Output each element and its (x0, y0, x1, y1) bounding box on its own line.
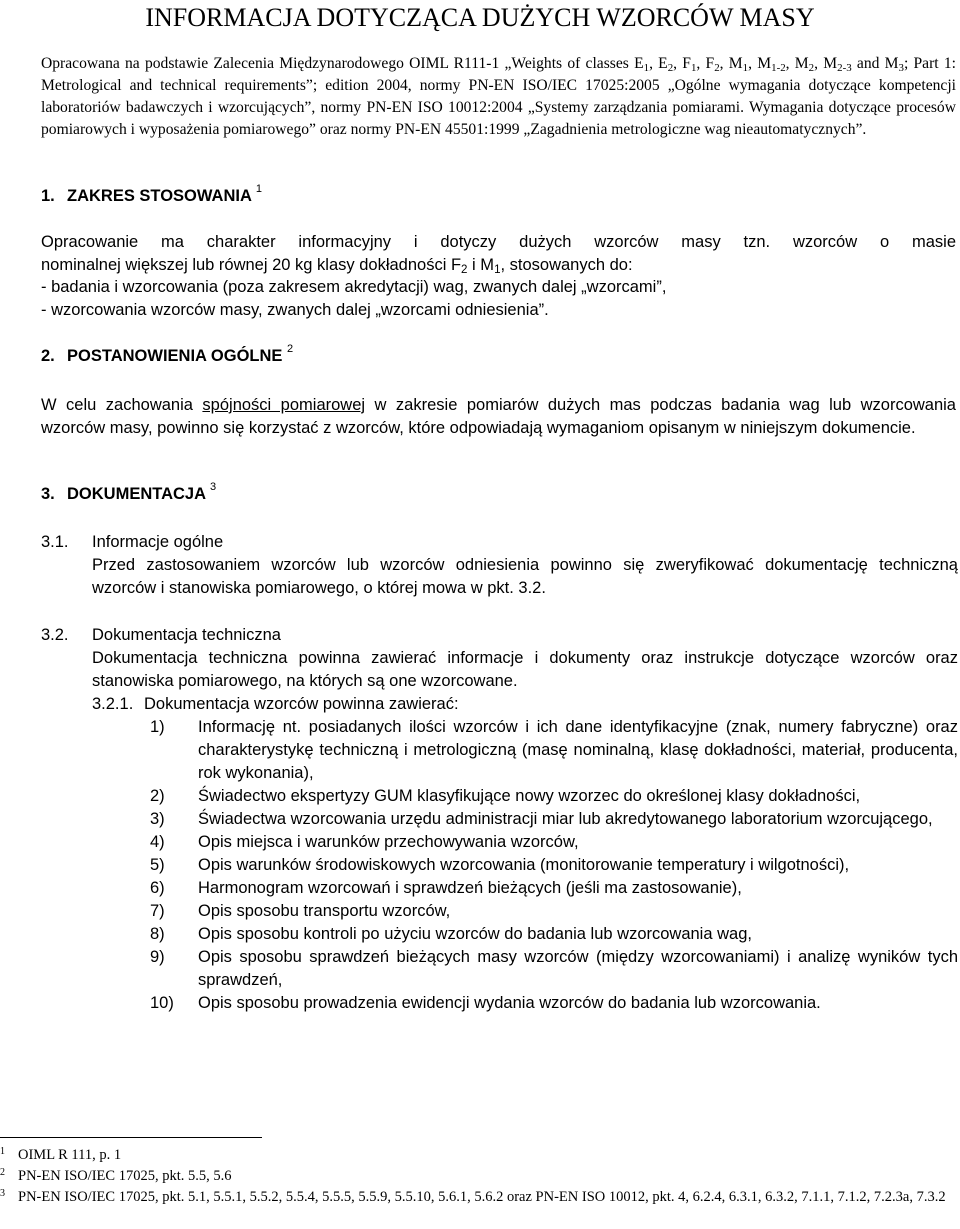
subscript: 1 (643, 62, 650, 74)
intro-text: , F (696, 55, 715, 72)
list-item (150, 854, 958, 877)
list-item-number: 6) (150, 879, 165, 897)
footnote-number: 2 (0, 1167, 5, 1178)
subscript: 1 (742, 62, 749, 74)
footnote-text: OIML R 111, p. 1 (18, 1147, 122, 1163)
text: nominalnej większej lub równej 20 kg klasy dokładności F (41, 255, 462, 274)
footnote-ref: 2 (287, 343, 294, 355)
footnote-number: 1 (0, 1146, 5, 1157)
subsection-number: 3.2. (41, 626, 69, 644)
section-2-paragraph (41, 394, 956, 439)
subscript: 2 (808, 62, 815, 74)
section-1-paragraph (41, 231, 956, 321)
list-item-text: Opis sposobu sprawdzeń bieżących masy wzorców (między wzorcowaniami) i analizę wyników tych sprawdzeń, (198, 948, 958, 989)
list-item-number: 2) (150, 787, 165, 805)
text: , stosowanych do: (500, 255, 633, 274)
intro-text: ; Part 1: Metrological and technical requirements”; edition 2004, normy PN-EN ISO/IEC 17025:2005 „Ogólne wymagania dotyczące kompetencji laboratoriów badawczych i wzorcujących”, normy PN-EN ISO 10012:2004 „Systemy zarządzania pomiarami. Wymagania dotyczące procesów pomiarowych i wyposażenia pomiarowego” oraz normy PN-EN 45501:1999 „Zagadnienia metrologiczne wag nieautomatycznych”. (41, 55, 956, 138)
intro-text: , M (719, 55, 743, 72)
intro-text: , E (649, 55, 668, 72)
paragraph-line: Opracowanie ma charakter informacyjny i dotyczy dużych wzorców masy tzn. wzorców o masie (41, 233, 956, 251)
list-item (150, 716, 958, 785)
section-title: DOKUMENTACJA (67, 485, 206, 503)
section-number: 3. (41, 485, 55, 503)
section-title: ZAKRES STOSOWANIA (67, 187, 252, 205)
footnote (0, 1146, 958, 1165)
footnote-separator (0, 1137, 262, 1138)
paragraph-line: - badania i wzorcowania (poza zakresem akredytacji) wag, zwanych dalej „wzorcami”, (41, 278, 667, 296)
footnote-ref: 3 (210, 481, 217, 493)
list-item (150, 831, 958, 854)
footnote (0, 1188, 958, 1207)
subscript: 1-2 (771, 62, 786, 74)
list-item-text: Świadectwo ekspertyzy GUM klasyfikujące nowy wzorzec do określonej klasy dokładności, (198, 787, 861, 805)
documentation-requirements-list (150, 716, 958, 1015)
section-1-heading (41, 183, 262, 206)
intro-text: Opracowana na podstawie Zalecenia Międzynarodowego OIML R111-1 „Weights of classes E (41, 55, 644, 72)
paragraph-line (41, 254, 956, 277)
list-item-text: Opis sposobu prowadzenia ewidencji wydania wzorców do badania lub wzorcowania. (198, 994, 821, 1012)
list-item-text: Opis sposobu transportu wzorców, (198, 902, 451, 920)
text: i M (467, 255, 495, 274)
intro-paragraph (41, 53, 956, 141)
subsection-title: Dokumentacja wzorców powinna zawierać: (144, 695, 459, 713)
subsection-3-1 (41, 531, 958, 600)
footnote-number: 3 (0, 1188, 5, 1199)
subsection-title: Dokumentacja techniczna (92, 626, 281, 644)
underlined-term: spójności pomiarowej (202, 396, 366, 414)
text: w zakresie pomiarów dużych mas podczas badania wag lub wzorcowania wzorców masy, powinno się korzystać z wzorców, które odpowiadają wymaganiom opisanym w niniejszym dokumencie. (41, 396, 956, 437)
subscript: 1 (690, 62, 697, 74)
section-title: POSTANOWIENIA OGÓLNE (67, 347, 283, 365)
subscript: 1 (494, 263, 501, 276)
document-title: INFORMACJA DOTYCZĄCA DUŻYCH WZORCÓW MASY (145, 3, 815, 32)
subsection-title: Informacje ogólne (92, 533, 224, 551)
list-item (150, 785, 958, 808)
intro-text: , M (785, 55, 809, 72)
list-item-text: Opis warunków środowiskowych wzorcowania (monitorowanie temperatury i wilgotności), (198, 856, 850, 874)
subscript: 2 (714, 62, 720, 74)
subsection-heading (41, 624, 958, 647)
footnote-text: PN-EN ISO/IEC 17025, pkt. 5.1, 5.5.1, 5.5.2, 5.5.4, 5.5.5, 5.5.9, 5.5.10, 5.6.1, 5.6.2 oraz PN-EN ISO 10012, pkt. 4, 6.2.4, 6.3.1, 6.3.2, 7.1.1, 7.1.2, 7.2.3a, 7.3.2 (18, 1189, 946, 1205)
list-item (150, 923, 958, 946)
list-item (150, 877, 958, 900)
subscript: 2 (667, 62, 674, 74)
list-item-text: Informację nt. posiadanych ilości wzorców i ich dane identyfikacyjne (znak, numery fabryczne) oraz charakterystykę techniczną i metrologiczną (masę nominalną, klasę dokładności, materiał, producenta, rok wykonania), (198, 718, 958, 782)
list-item-number: 1) (150, 718, 165, 736)
section-number: 1. (41, 187, 55, 205)
list-item-text: Opis sposobu kontroli po użyciu wzorców do badania lub wzorcowania wag, (198, 925, 752, 943)
list-item-number: 3) (150, 810, 165, 828)
footnotes (0, 1146, 958, 1207)
list-item-number: 5) (150, 856, 165, 874)
list-item-number: 7) (150, 902, 165, 920)
subsection-3-2-1-heading (92, 693, 459, 716)
list-item (150, 808, 958, 831)
subsection-heading (41, 531, 958, 554)
subsection-number: 3.2.1. (92, 695, 134, 713)
list-item (150, 992, 958, 1015)
intro-text: , F (673, 55, 691, 72)
list-item (150, 946, 958, 992)
section-2-heading (41, 343, 294, 366)
paragraph-line: - wzorcowania wzorców masy, zwanych dalej „wzorcami odniesienia”. (41, 300, 549, 319)
list-item-text: Opis miejsca i warunków przechowywania wzorców, (198, 833, 579, 851)
subscript: 2 (461, 263, 468, 276)
subsection-text: Przed zastosowaniem wzorców lub wzorców odniesienia powinno się zweryfikować dokumentację techniczną wzorców i stanowiska pomiarowego, o której mowa w pkt. 3.2. (92, 556, 958, 597)
subsection-number: 3.1. (41, 533, 69, 551)
section-3-heading (41, 481, 217, 504)
list-item-text: Świadectwa wzorcowania urzędu administracji miar lub akredytowanego laboratorium wzorcującego, (198, 810, 933, 828)
section-number: 2. (41, 347, 55, 365)
subscript: 2-3 (837, 62, 852, 74)
subscript: 3 (898, 62, 904, 74)
list-item-number: 4) (150, 833, 165, 851)
intro-text: and M (851, 55, 899, 72)
footnote (0, 1167, 958, 1186)
list-item-number: 9) (150, 948, 165, 966)
list-item-number: 10) (150, 994, 174, 1012)
intro-text: , M (748, 55, 772, 72)
list-item (150, 900, 958, 923)
footnote-text: PN-EN ISO/IEC 17025, pkt. 5.5, 5.6 (18, 1168, 232, 1184)
list-item-text: Harmonogram wzorcowań i sprawdzeń bieżących (jeśli ma zastosowanie), (198, 879, 742, 897)
subsection-text: Dokumentacja techniczna powinna zawierać informacje i dokumenty oraz instrukcje dotyczące wzorców oraz stanowiska pomiarowego, na których są one wzorcowane. (92, 649, 958, 690)
footnote-ref: 1 (255, 183, 262, 195)
text: W celu zachowania (41, 396, 203, 414)
subsection-3-2 (41, 624, 958, 693)
intro-text: , M (814, 55, 838, 72)
list-item-number: 8) (150, 925, 165, 943)
